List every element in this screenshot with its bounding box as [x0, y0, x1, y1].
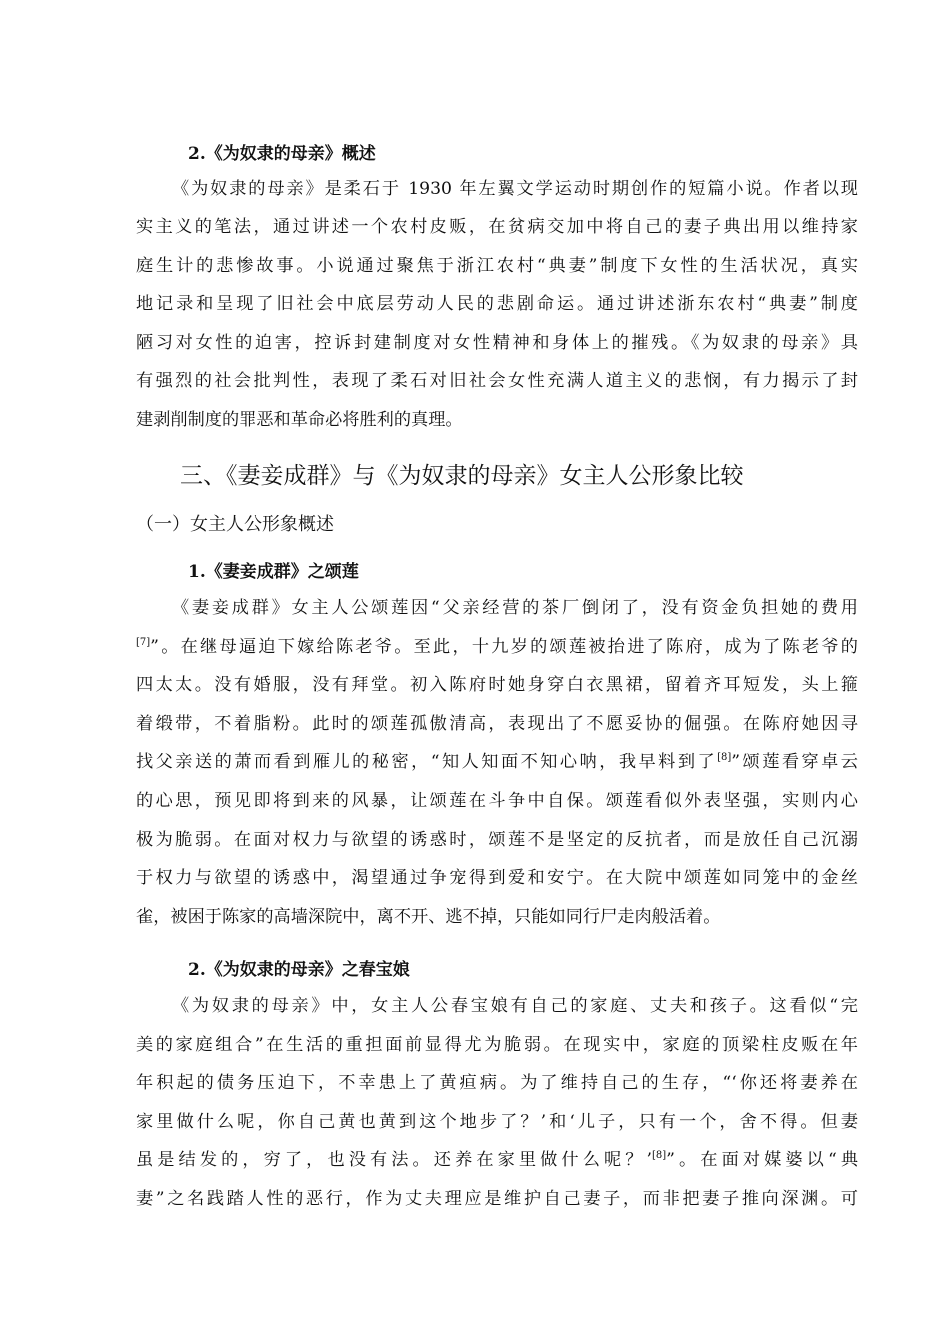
paragraph-line: 极为脆弱。在面对权力与欲望的诱惑时，颂莲不是坚定的反抗者，而是放任自己沉溺 — [136, 830, 858, 850]
paragraph-line: 着缎带，不着脂粉。此时的颂莲孤傲清高，表现出了不愿妥协的倔强。在陈府她因寻 — [136, 714, 858, 734]
paragraph-line: 《妻妾成群》女主人公颂莲因“父亲经营的茶厂倒闭了，没有资金负担她的费用 — [172, 598, 858, 618]
paragraph-line: 陋习对女性的迫害，控诉封建制度对女性精神和身体上的摧残。《为奴隶的母亲》具 — [136, 333, 858, 353]
paragraph-line: 年积起的债务压迫下，不幸患上了黄疸病。为了维持自己的生存，“‘你还将妻养在 — [136, 1073, 858, 1093]
paragraph-line: 雀，被困于陈家的高墙深院中，离不开、逃不掉，只能如同行尸走肉般活着。 — [136, 907, 721, 927]
paragraph-line: 的心思，预见即将到来的风暴，让颂莲在斗争中自保。颂莲看似外表坚强，实则内心 — [136, 791, 858, 811]
paragraph-line: 《为奴隶的母亲》是柔石于 1930 年左翼文学运动时期创作的短篇小说。作者以现 — [172, 179, 858, 199]
paragraph-line: 家里做什么呢，你自己黄也黄到这个地步了？’和‘儿子，只有一个，舍不得。但妻 — [136, 1112, 858, 1132]
paragraph-line: 地记录和呈现了旧社会中底层劳动人民的悲剧命运。通过讲述浙东农村“典妻”制度 — [136, 294, 858, 314]
subsection-1-heading: （一）女主人公形象概述 — [136, 514, 334, 535]
paragraph-line: 于权力与欲望的诱惑中，渴望通过争宠得到爱和安宁。在大院中颂莲如同笼中的金丝 — [136, 868, 858, 888]
paragraph-line: [7]”。在继母逼迫下嫁给陈老爷。至此，十九岁的颂莲被抬进了陈府，成为了陈老爷的 — [136, 637, 858, 657]
citation-ref: [8] — [652, 1150, 667, 1161]
citation-ref: [7] — [136, 637, 151, 648]
section-2-heading: 2.《为奴隶的母亲》概述 — [188, 144, 376, 164]
item-2-heading: 2.《为奴隶的母亲》之春宝娘 — [188, 960, 410, 980]
paragraph-line: 美的家庭组合”在生活的重担面前显得尤为脆弱。在现实中，家庭的顶梁柱皮贩在年 — [136, 1035, 858, 1055]
paragraph-line: 《为奴隶的母亲》中，女主人公春宝娘有自己的家庭、丈夫和孩子。这看似“完 — [172, 996, 858, 1016]
paragraph-line: 有强烈的社会批判性，表现了柔石对旧社会女性充满人道主义的悲悯，有力揭示了封 — [136, 371, 858, 391]
paragraph-line: 妻”之名践踏人性的恶行，作为丈夫理应是维护自己妻子，而非把妻子推向深渊。可 — [136, 1189, 858, 1209]
citation-ref: [8] — [717, 752, 732, 763]
chapter-3-heading: 三、《妻妾成群》与《为奴隶的母亲》女主人公形象比较 — [180, 463, 744, 489]
paragraph-line: 虽是结发的，穷了，也没有法。还养在家里做什么呢？’[8]”。在面对媒婆以“典 — [136, 1150, 859, 1170]
paragraph-line: 庭生计的悲惨故事。小说通过聚焦于浙江农村“典妻”制度下女性的生活状况，真实 — [136, 256, 858, 276]
paragraph-line: 实主义的笔法，通过讲述一个农村皮贩，在贫病交加中将自己的妻子典出用以维持家 — [136, 217, 858, 237]
paragraph-line: 找父亲送的萧而看到雁儿的秘密，“知人知面不知心呐，我早料到了[8]”颂莲看穿卓云 — [136, 752, 858, 772]
paragraph-line: 建剥削制度的罪恶和革命必将胜利的真理。 — [136, 410, 463, 430]
item-1-heading: 1.《妻妾成群》之颂莲 — [188, 562, 359, 582]
paragraph-line: 四太太。没有婚服，没有拜堂。初入陈府时她身穿白衣黑裙，留着齐耳短发，头上箍 — [136, 675, 858, 695]
